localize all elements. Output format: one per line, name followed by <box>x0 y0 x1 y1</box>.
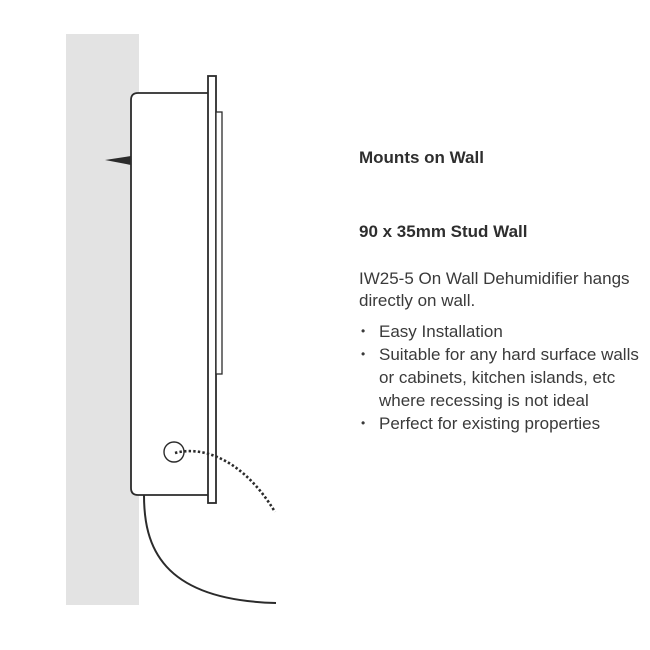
product-description: IW25-5 On Wall Dehumidifier hangs directly on wall. <box>359 269 630 310</box>
front-panel <box>208 76 216 503</box>
feature-list <box>359 320 639 435</box>
dehumidifier-body <box>131 93 210 495</box>
panel-detail <box>216 112 222 374</box>
feature-item: • Suitable for any hard surface walls or cabinets, kitchen islands, etc where recessing is not ideal <box>359 343 639 412</box>
heading-mounts-on-wall: Mounts on Wall <box>359 148 484 167</box>
description-panel <box>359 148 639 435</box>
feature-item: • Perfect for existing properties <box>359 412 639 435</box>
stud-wall <box>66 34 139 605</box>
power-cord-icon <box>144 495 276 603</box>
heading-stud-wall: 90 x 35mm Stud Wall <box>359 222 528 241</box>
feature-item: • Easy Installation <box>359 320 639 343</box>
